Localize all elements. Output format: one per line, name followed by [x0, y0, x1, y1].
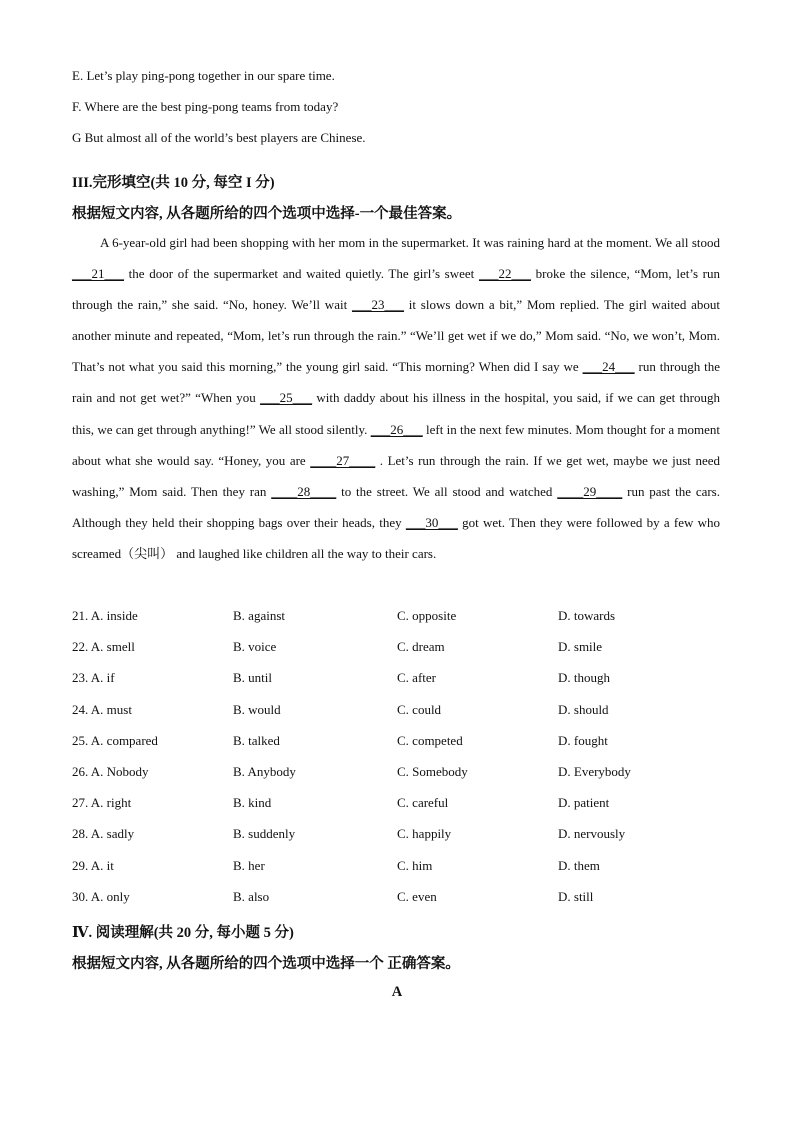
choice-a: 28. A. sadly [72, 826, 135, 842]
section-4-title: Ⅳ. 阅读理解(共 20 分, 每小题 5 分) [72, 925, 294, 941]
choice-d: D. should [558, 701, 609, 717]
blank-27: ____27____ [310, 452, 376, 468]
question-row-22 [72, 633, 732, 664]
choice-b: B. her [233, 857, 265, 873]
question-options [72, 602, 732, 914]
blank-30: ___30___ [405, 514, 458, 530]
choice-d: D. fought [558, 732, 608, 748]
blank-21: ___21___ [72, 266, 124, 282]
choice-b: B. suddenly [233, 826, 296, 842]
choice-b: B. talked [233, 732, 280, 748]
section-4-instruction: 根据短文内容, 从各题所给的四个选项中选择一个 正确答案。 [72, 956, 460, 972]
choice-d: D. smile [558, 639, 603, 655]
blank-25: ___25___ [260, 390, 313, 406]
choice-d: D. them [558, 857, 600, 873]
question-row-29 [72, 852, 732, 883]
choice-b: B. until [233, 670, 273, 686]
choice-a: 24. A. must [72, 701, 132, 717]
choice-a: 22. A. smell [72, 639, 135, 655]
question-row-27 [72, 789, 732, 820]
option-e: E. Let’s play ping-pong together in our spare time. [72, 68, 335, 83]
question-row-23 [72, 664, 732, 695]
blank-28: ____28____ [271, 483, 337, 499]
choice-b: B. voice [233, 639, 277, 655]
choice-d: D. nervously [558, 826, 626, 842]
choice-b: B. kind [233, 795, 272, 811]
choice-c: C. competed [397, 732, 463, 748]
passage-text: with daddy about his illness in the hospital, you said, if we can get through this, we can get through anything!” We all stood silently. [72, 390, 720, 437]
blank-23: ___23___ [351, 297, 404, 313]
option-g: G But almost all of the world’s best players are Chinese. [72, 130, 366, 145]
choice-d: D. patient [558, 795, 610, 811]
passage-text: the door of the supermarket and waited quietly. The girl’s sweet [124, 266, 479, 282]
choice-d: D. though [558, 670, 610, 686]
passage-text: A 6-year-old girl had been shopping with her mom in the supermarket. It was raining hard at the moment. We all stood [100, 235, 720, 250]
choice-a: 25. A. compared [72, 732, 158, 748]
choice-a: 29. A. it [72, 857, 114, 873]
choice-a: 21. A. inside [72, 608, 138, 623]
choice-d: D. still [558, 888, 594, 904]
blank-26: ___26___ [370, 421, 423, 437]
passage-text: run past the cars. Although they held their shopping bags over their heads, they [72, 483, 720, 530]
passage-text: got wet. Then they were followed by a few who screamed（尖叫） and laughed like children all the way to their cars. [72, 514, 720, 561]
choice-b: B. would [233, 701, 281, 717]
choice-c: C. Somebody [397, 763, 468, 779]
cloze-passage [72, 227, 720, 569]
choice-a: 26. A. Nobody [72, 763, 149, 779]
choice-c: C. happily [397, 826, 452, 842]
choice-a: 30. A. only [72, 888, 130, 904]
choice-c: C. him [397, 857, 433, 873]
choice-a: 23. A. if [72, 670, 115, 686]
passage-text: left in the next few minutes. Mom thought for a moment about what she would say. “Honey, you are [72, 421, 720, 468]
choice-c: C. opposite [397, 608, 457, 623]
passage-text: it slows down a bit,” Mom replied. The girl waited about another minute and repeated, “Mom, let’s run through the rain.” “We’ll get wet if we do,” Mom said. “No, we won’t, Mom. That’s not what you said this morning,” the young girl said. “This morning? When did I say we [72, 297, 721, 375]
passage-text: broke the silence, “Mom, let’s run through the rain,” she said. “No, honey. We’ll wait [72, 266, 721, 313]
choice-b: B. also [233, 888, 270, 904]
option-f: F. Where are the best ping-pong teams from today? [72, 99, 339, 114]
question-row-24 [72, 696, 732, 727]
choice-c: C. careful [397, 795, 449, 811]
passage-text: to the street. We all stood and watched [336, 483, 558, 499]
choice-c: C. after [397, 670, 436, 686]
question-row-21 [72, 602, 732, 633]
passage-label: A [391, 984, 403, 1000]
section-3-title: III.完形填空(共 10 分, 每空 I 分) [72, 175, 275, 191]
choice-b: B. against [233, 608, 285, 623]
passage-text: . Let’s run through the rain. If we get wet, maybe we just need washing,” Mom said. Then they ran [72, 452, 720, 499]
question-row-30 [72, 883, 732, 914]
blank-22: ___22___ [478, 266, 531, 282]
choice-c: C. dream [397, 639, 445, 655]
question-row-26 [72, 758, 732, 789]
choice-c: C. even [397, 888, 437, 904]
choice-b: B. Anybody [233, 763, 296, 779]
blank-24: ___24___ [582, 359, 635, 375]
choice-a: 27. A. right [72, 795, 132, 811]
choice-c: C. could [397, 701, 442, 717]
passage-text: run through the rain and not get wet?” “When you [72, 359, 720, 406]
choice-d: D. Everybody [558, 763, 631, 779]
section-3-instruction: 根据短文内容, 从各题所给的四个选项中选择-一个最佳答案。 [72, 206, 462, 222]
question-row-28 [72, 820, 732, 851]
question-row-25 [72, 727, 732, 758]
blank-29: ____29____ [557, 483, 623, 499]
choice-d: D. towards [558, 608, 616, 623]
